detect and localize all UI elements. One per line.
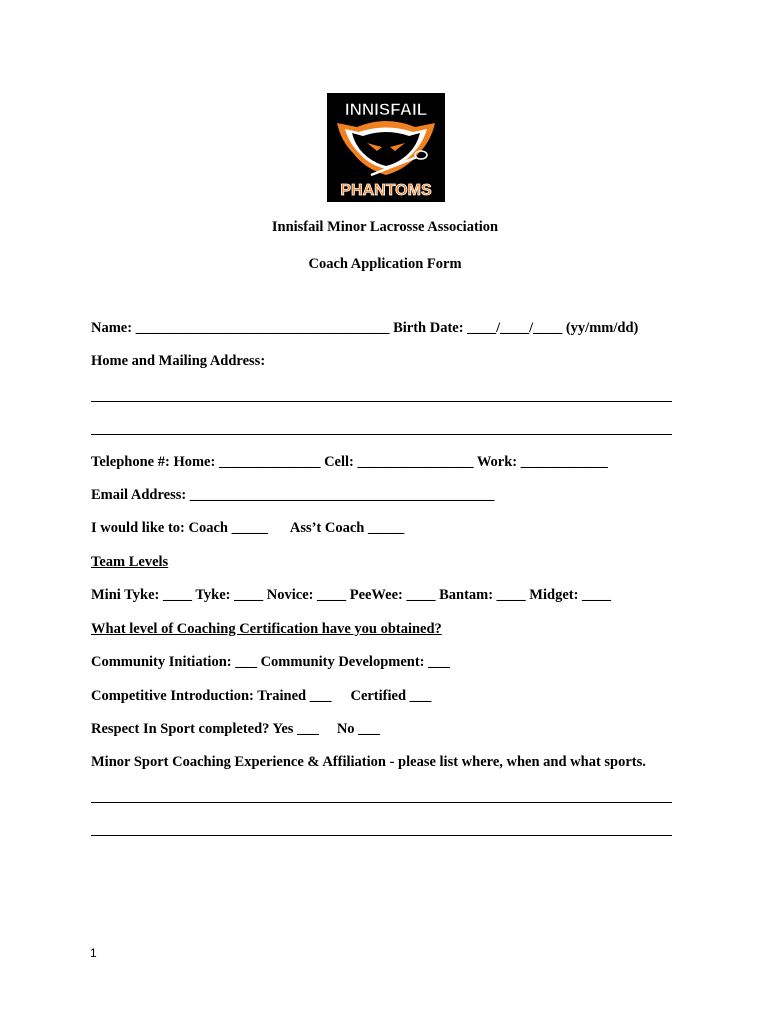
email-line[interactable]: Email Address: __________________________________________ [91, 487, 495, 503]
respect-in-sport-line[interactable] [91, 721, 691, 738]
community-certification-line[interactable]: Community Initiation: ___ Community Development: ___ [91, 654, 450, 670]
competitive-certified-option[interactable]: Certified ___ [350, 688, 432, 704]
form-title: Coach Application Form [308, 256, 462, 272]
asst-coach-option[interactable]: Ass’t Coach _____ [289, 520, 405, 536]
page-number: 1 [90, 946, 97, 960]
logo-top-text: INNISFAIL [344, 100, 428, 119]
respect-yes-option[interactable]: Respect In Sport completed? Yes ___ [91, 721, 319, 737]
phantoms-logo [327, 93, 445, 202]
experience-prompt: Minor Sport Coaching Experience & Affiliation - please list where, when and what sports. [91, 754, 646, 770]
coach-choice-line[interactable] [91, 520, 691, 537]
competitive-certification-line[interactable] [91, 688, 691, 705]
coach-option[interactable]: I would like to: Coach _____ [91, 520, 268, 536]
competitive-trained-option[interactable]: Competitive Introduction: Trained ___ [91, 688, 332, 704]
certification-heading: What level of Coaching Certification have you obtained? [91, 621, 442, 637]
address-line-1[interactable] [91, 401, 672, 402]
address-line-2[interactable] [91, 434, 672, 435]
team-levels-heading: Team Levels [91, 554, 169, 570]
respect-no-option[interactable]: No ___ [336, 721, 380, 737]
experience-line-1[interactable] [91, 802, 672, 803]
team-levels-line[interactable]: Mini Tyke: ____ Tyke: ____ Novice: ____ PeeWee: ____ Bantam: ____ Midget: ____ [91, 587, 612, 603]
phantoms-mask-icon [327, 93, 445, 202]
name-birthdate-line[interactable]: Name: ___________________________________ Birth Date: ____/____/____ (yy/mm/dd) [91, 320, 639, 336]
address-label: Home and Mailing Address: [91, 353, 266, 369]
experience-line-2[interactable] [91, 835, 672, 836]
organization-title: Innisfail Minor Lacrosse Association [271, 219, 499, 235]
logo-bottom-text: PHANTOMS [340, 182, 432, 199]
telephone-line[interactable]: Telephone #: Home: ______________ Cell: ________________ Work: ____________ [91, 454, 608, 470]
